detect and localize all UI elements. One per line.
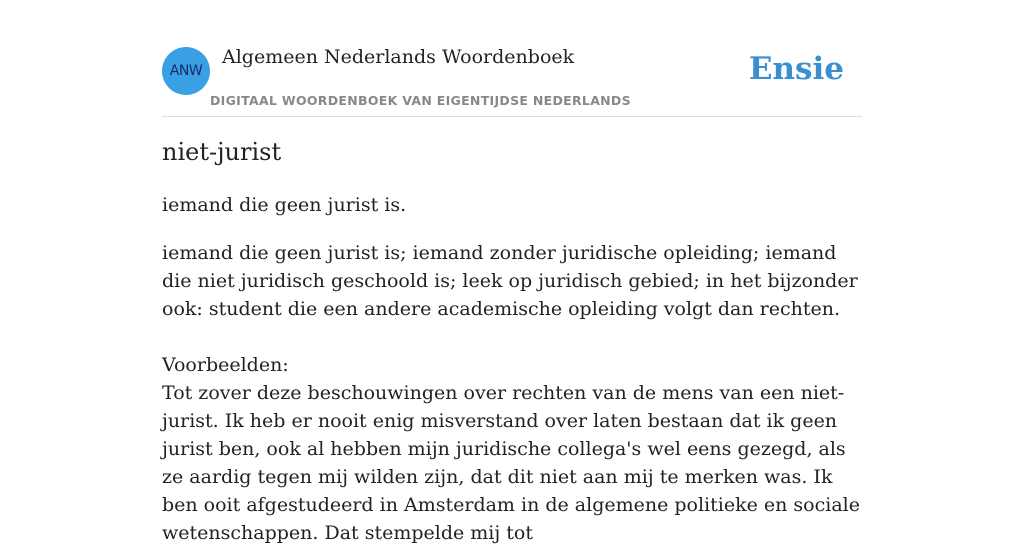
ensie-brand-logo[interactable]: Ensie <box>748 51 844 87</box>
examples-text: Tot zover deze beschouwingen over rechten van de mens van een niet-jurist. Ik heb er nooit enig misverstand over laten bestaan dat ik geen jurist ben, ook al hebben mijn juridische collega's wel eens gezegd, als ze aardig tegen mij wilden zijn, dat dit niet aan mij te merken was. Ik ben ooit afgestudeerd in Amsterdam in de algemene politieke en sociale wetenschappen. Dat stempelde mij tot <box>162 382 860 544</box>
entry-word: niet-jurist <box>162 138 282 166</box>
full-definition: iemand die geen jurist is; iemand zonder juridische opleiding; iemand die niet juridisch geschoold is; leek op juridisch gebied; in het bijzonder ook: student die een andere academische opleiding volgt dan rechten. <box>162 242 858 320</box>
page-container <box>162 0 862 544</box>
site-title[interactable]: Algemeen Nederlands Woordenboek <box>222 46 575 68</box>
paragraph-spacer <box>162 323 862 351</box>
short-definition: iemand die geen jurist is. <box>162 194 407 216</box>
full-definition-block <box>162 239 862 547</box>
site-header <box>162 0 862 117</box>
site-subtitle: DIGITAAL WOORDENBOEK VAN EIGENTIJDSE NEDERLANDS <box>210 93 631 108</box>
logo-text: ANW <box>169 63 203 79</box>
examples-label: Voorbeelden: <box>162 354 289 376</box>
anw-logo[interactable] <box>162 47 210 95</box>
